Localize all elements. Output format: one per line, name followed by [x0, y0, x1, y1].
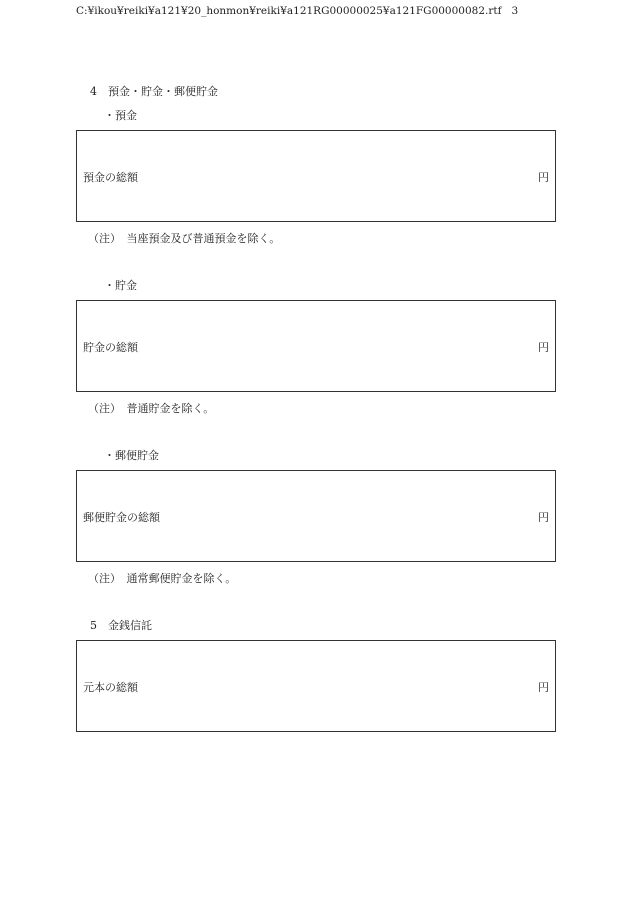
- postal-savings-amount-box: [76, 470, 556, 562]
- section-5-title: 5 金銭信託: [90, 619, 152, 632]
- document-header: [76, 6, 518, 17]
- postal-savings-amount-label: 郵便貯金の総額: [83, 511, 160, 524]
- savings-amount-unit: 円: [538, 341, 549, 354]
- trust-principal-unit: 円: [538, 681, 549, 694]
- savings-amount-box: [76, 300, 556, 392]
- savings-note: （注） 普通貯金を除く。: [88, 402, 215, 415]
- postal-savings-note: （注） 通常郵便貯金を除く。: [88, 572, 237, 585]
- deposit-note: （注） 当座預金及び普通預金を除く。: [88, 232, 281, 245]
- postal-savings-subtitle: ・郵便貯金: [104, 449, 159, 462]
- section-4-title: 4 預金・貯金・郵便貯金: [90, 85, 218, 98]
- deposit-amount-unit: 円: [538, 171, 549, 184]
- trust-principal-box: [76, 640, 556, 732]
- page-number: 3: [511, 5, 519, 17]
- trust-principal-label: 元本の総額: [83, 681, 138, 694]
- savings-amount-label: 貯金の総額: [83, 341, 138, 354]
- file-path: C:¥ikou¥reiki¥a121¥20_honmon¥reiki¥a121RG00000025¥a121FG00000082.rtf: [76, 5, 502, 17]
- postal-savings-amount-unit: 円: [538, 511, 549, 524]
- deposit-amount-box: [76, 130, 556, 222]
- deposit-amount-label: 預金の総額: [83, 171, 138, 184]
- deposit-subtitle: ・預金: [104, 109, 137, 122]
- savings-subtitle: ・貯金: [104, 279, 137, 292]
